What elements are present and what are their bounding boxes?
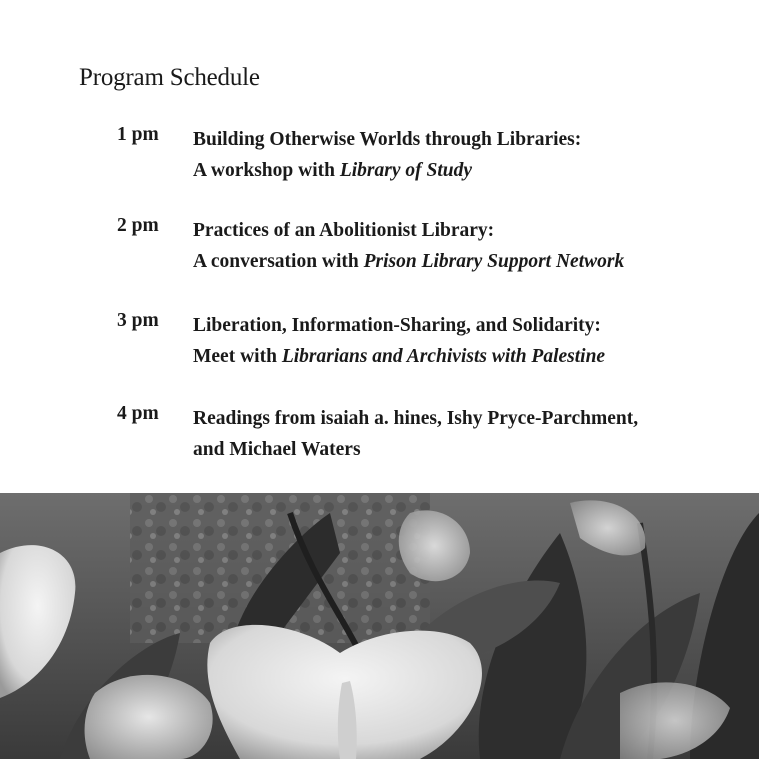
schedule-time: 1 pm [117, 124, 159, 145]
session-host: Prison Library Support Network [363, 251, 625, 272]
session-title: Readings from isaiah a. hines, Ishy Pryce-Parchment, [193, 408, 639, 429]
page-title: Program Schedule [79, 64, 260, 91]
session-subtitle-prefix: A workshop with [193, 160, 340, 181]
session-subtitle-prefix: Meet with [193, 346, 282, 367]
session-host: Librarians and Archivists with Palestine [281, 346, 606, 367]
session-subtitle [193, 246, 624, 277]
schedule-description [193, 215, 624, 277]
schedule-description [193, 124, 581, 186]
session-title: Liberation, Information-Sharing, and Solidarity: [193, 315, 601, 336]
session-subtitle-prefix: A conversation with [193, 251, 364, 272]
session-subtitle [193, 434, 638, 465]
session-title: Building Otherwise Worlds through Libraries: [193, 129, 582, 150]
schedule-description [193, 403, 638, 465]
schedule-time: 3 pm [117, 310, 159, 331]
schedule-time: 2 pm [117, 215, 159, 236]
session-title: Practices of an Abolitionist Library: [193, 220, 495, 241]
schedule-description [193, 310, 605, 372]
session-subtitle [193, 155, 581, 186]
schedule-time: 4 pm [117, 403, 159, 424]
session-host: Library of Study [339, 160, 473, 181]
calla-lily-photo [0, 493, 759, 759]
session-subtitle-prefix: and Michael Waters [193, 439, 361, 460]
session-subtitle [193, 341, 605, 372]
